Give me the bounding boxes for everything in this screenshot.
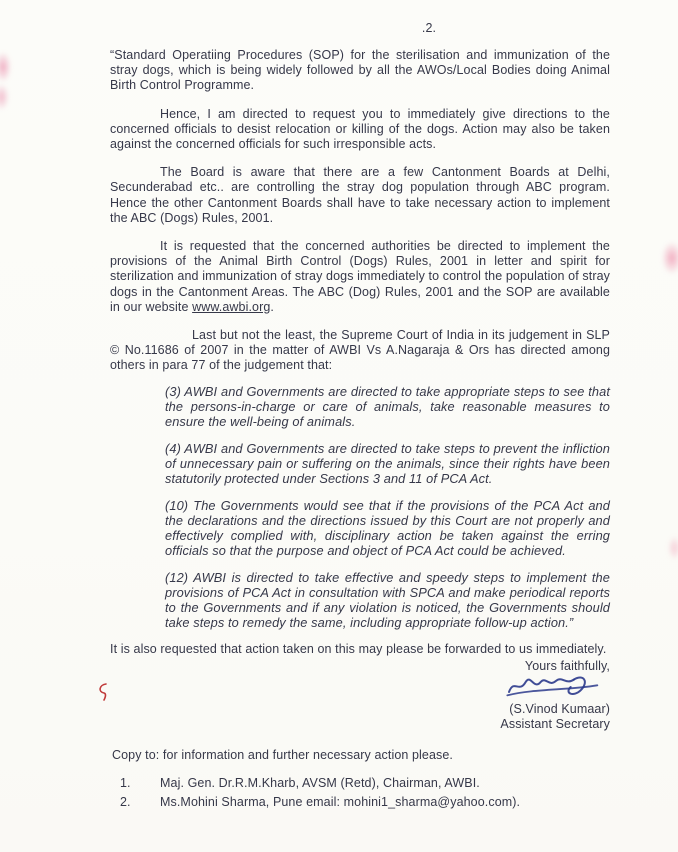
red-pen-mark <box>96 682 110 702</box>
quote-para-10: (10) The Governments would see that if the provisions of the PCA Act and the declarations and the directions issued by this Court are not properly and effectively complied with, disciplinary action be taken against the erring officials so that the purpose and object of PCA Act could be achieved. <box>165 497 610 558</box>
page-number: .2. <box>421 21 437 35</box>
copy-to-line: Copy to: for information and further necessary action please. <box>112 748 453 763</box>
list-item-recipient-2 <box>120 795 610 810</box>
signature-handwriting <box>498 672 610 702</box>
recipient-number: 2. <box>120 794 131 809</box>
paragraph-supreme-court: Last but not the least, the Supreme Court of India in its judgement in SLP © No.11686 of 2007 in the matter of AWBI Vs A.Nagaraja & Ors has directed among others in para 77 of the judgement that: <box>110 328 610 373</box>
closing-sender-name: (S.Vinod Kumaar) <box>509 702 610 717</box>
quote-para-3: (3) AWBI and Governments are directed to take appropriate steps to see that the persons-in-charge or care of animals, take reasonable measures to ensure the well-being of animals. <box>165 383 610 429</box>
awbi-website-link[interactable]: www.awbi.org <box>192 299 271 314</box>
recipient-number: 1. <box>120 775 131 790</box>
closing-salutation: Yours faithfully, <box>524 658 610 673</box>
scan-smudge-right-edge <box>662 242 678 274</box>
paragraph-action-taken: It is also requested that action taken on this may please be forwarded to us immediately. <box>110 641 607 656</box>
paragraph-directions-request: Hence, I am directed to request you to immediately give directions to the concerned officials to desist relocation or killing of the dogs. Action may also be taken against the concerned officials for such irresponsible acts. <box>110 106 610 152</box>
paragraph-sop: “Standard Operatiing Procedures (SOP) for the sterilisation and immunization of the stray dogs, which is being widely followed by all the AWOs/Local Bodies doing Animal Birth Control Programme. <box>110 48 610 93</box>
paragraph-abc-rules-text: It is requested that the concerned authorities be directed to implement the provisions of the Animal Birth Control (Dogs) Rules, 2001 in letter and spirit for sterilization and immunization of stray dogs immediately to control the population of stray dogs in the Cantonment Areas. The ABC (Dog) Rules, 2001 and the SOP are available in our website <box>110 239 610 314</box>
list-item-recipient-1 <box>120 776 610 791</box>
closing-sender-title: Assistant Secretary <box>500 717 610 732</box>
quote-para-4: (4) AWBI and Governments are directed to take steps to prevent the infliction of unnecessary pain or suffering on the animals, since their rights have been statutorily protected under Sections 3 and 11 of PCA Act. <box>165 440 610 486</box>
paragraph-abc-rules-period: . <box>270 299 274 314</box>
recipient-text: Maj. Gen. Dr.R.M.Kharb, AVSM (Retd), Chairman, AWBI. <box>160 775 480 790</box>
judgement-quotes-block <box>165 384 610 630</box>
scan-smudge-right-edge-2 <box>668 536 678 560</box>
recipient-text: Ms.Mohini Sharma, Pune email: mohini1_sharma@yahoo.com). <box>160 794 521 809</box>
letter-body <box>110 48 610 810</box>
paragraph-abc-rules <box>110 239 610 315</box>
closing-block <box>400 659 610 733</box>
paragraph-cantonment-boards: The Board is aware that there are a few Cantonment Boards at Delhi, Secunderabad etc.. are controlling the stray dog population through ABC program. Hence the other Cantonment Boards shall have to take necessary action to implement the ABC (Dogs) Rules, 2001. <box>110 165 610 225</box>
signature-area <box>400 672 610 702</box>
quote-para-12: (12) AWBI is directed to take effective and speedy steps to implement the provisions of PCA Act in consultation with SPCA and make periodical reports to the Governments and if any violation is noticed, the Governments should take steps to remedy the same, including appropriate follow-up action.” <box>165 569 610 630</box>
scan-smudge-top-left-2 <box>0 84 9 110</box>
recipient-list <box>120 776 610 810</box>
scan-smudge-top-left <box>0 52 11 82</box>
